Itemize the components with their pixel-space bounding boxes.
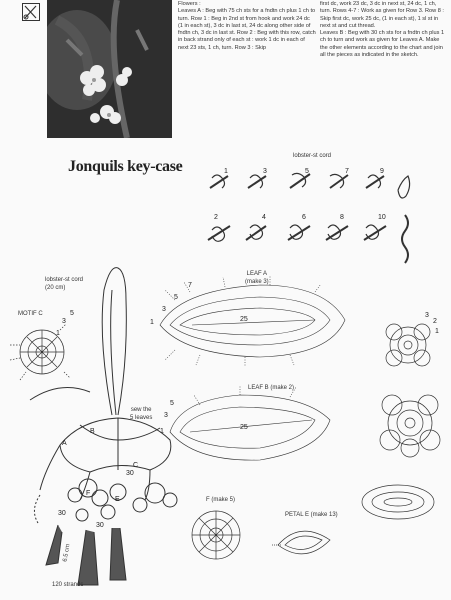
leaf-b-label: LEAF B (make 2) (248, 385, 295, 391)
leaf-a-row-number: 5 (174, 294, 178, 301)
key-case-sketch (30, 268, 177, 585)
step-number: 6 (302, 214, 306, 221)
key-case-dimension-3: 30 (96, 522, 104, 529)
instructions-column-2: first dc, work 23 dc, 3 dc in next st, 24 dc, 1 ch, turn. Rows 4-7 : Work as given for Row 3. Row 8 : Skip first dc, work 25 dc, (1 in each st), 1 sl st in next st and cut thread. Leaves B : Beg with 30 ch sts for a fndtn ch plus 1 ch to turn and work as given for Leaves A. Make the other elements according to the chart and join all the pieces as indicated in the sketch. (320, 1, 445, 59)
petal-oval-motif (362, 485, 434, 519)
strands-label: 120 strands (52, 582, 84, 588)
motif-c-label: MOTIF C (18, 311, 43, 317)
flower-row-number: 1 (435, 328, 439, 335)
key-case-dimension-2: 30 (58, 510, 66, 517)
petal-e-label: PETAL E (make 13) (285, 512, 338, 518)
flower-row-number: 2 (433, 318, 437, 325)
step-number: 8 (340, 214, 344, 221)
motif-f-chart (192, 511, 240, 559)
leaf-a-row-number: 7 (188, 282, 192, 289)
leaf-a-row-number: 1 (150, 319, 154, 326)
step-number: 10 (378, 214, 386, 221)
instructions-column-1: Flowers : Leaves A : Beg with 75 ch sts for a fndtn ch plus 1 ch to turn. Row 1 : Beg in 2nd st from hook and work 24 dc (1 in each st), 3 dc in last st, 24 dc along other side of fndtn ch, 3 dc in last st. Row 2 : Beg with this row, catch in back strand only of each st : work 1 dc in each of next 23 sts, 1 ch, turn. Row 3 : Skip (178, 1, 316, 51)
f-make-label: F (make 5) (206, 497, 236, 503)
motif-c-row-number: 1 (56, 330, 60, 337)
leaf-a-dimension: 25 (240, 316, 248, 323)
leaf-b-dimension: 25 (240, 424, 248, 431)
flower-row-number: 3 (425, 312, 429, 319)
pattern-title: Jonquils key-case (68, 158, 183, 175)
step-number: 7 (345, 168, 349, 175)
step-number: 4 (262, 214, 266, 221)
tassel-length-label: 6.5 cm (62, 543, 72, 563)
seam-label-c: C (133, 462, 139, 469)
leaf-a-label: LEAF A (make 3) (245, 271, 269, 285)
step-number: 5 (305, 168, 309, 175)
leaf-b-row-number: 5 (170, 400, 174, 407)
step-number: 3 (263, 168, 267, 175)
leaf-a-row-number: 3 (162, 306, 166, 313)
step-number: 1 (224, 168, 228, 175)
motif-c-row-number: 5 (70, 310, 74, 317)
leaf-b-row-number: 1 (160, 428, 164, 435)
step-row-1 (210, 173, 410, 198)
step-row-2 (208, 215, 408, 263)
motif-c-chart (10, 324, 70, 380)
petal-e-chart (272, 531, 330, 554)
flower-motif-2 (380, 395, 440, 457)
flower-motif-1 (386, 324, 430, 366)
leaf-b-chart (170, 385, 330, 460)
sew-leaves-label: sew the 5 leaves (130, 407, 153, 421)
seam-label-a: A (62, 440, 67, 447)
step-number: 2 (214, 214, 218, 221)
lobster-cord-length-label: lobster-st cord (20 cm) (45, 277, 84, 291)
seam-label-e: E (115, 496, 120, 503)
lobster-cord-label: lobster-st cord (293, 153, 332, 159)
step-number: 9 (380, 168, 384, 175)
motif-c-row-number: 3 (62, 318, 66, 325)
key-case-dimension-1: 30 (126, 470, 134, 477)
leaf-b-row-number: 3 (164, 412, 168, 419)
seam-label-f: F (86, 490, 91, 497)
seam-label-b: B (90, 428, 95, 435)
